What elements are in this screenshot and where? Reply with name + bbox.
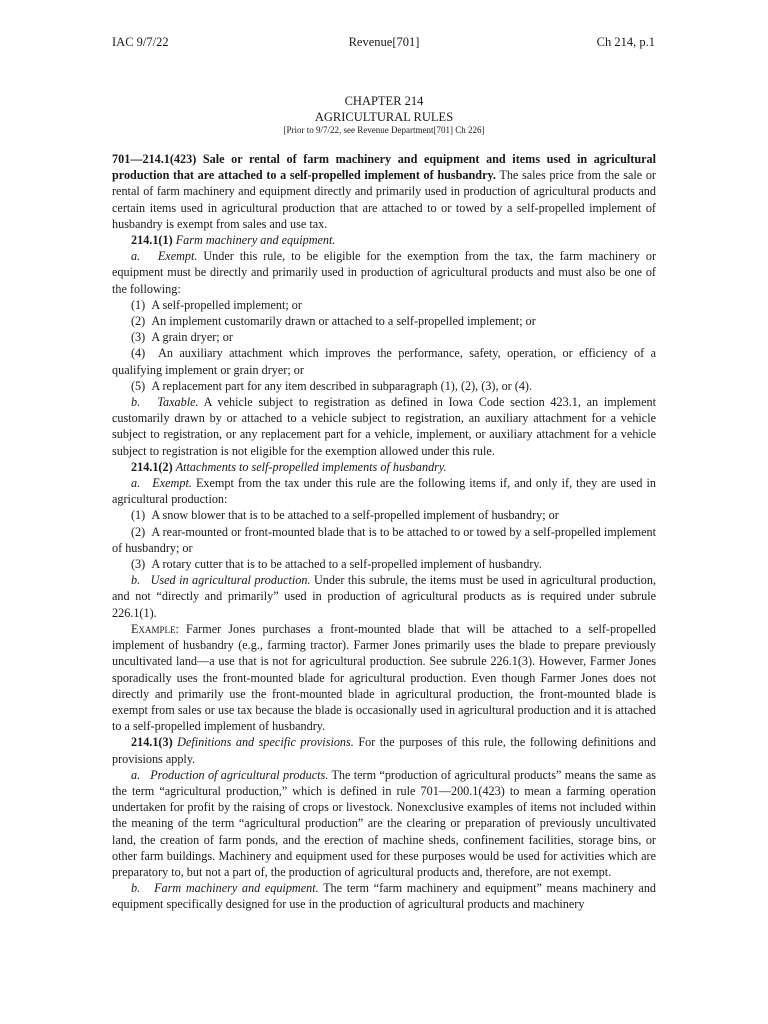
example-label: Example: — [131, 621, 179, 636]
paragraph-term: Farm machinery and equipment. — [154, 881, 319, 896]
list-item: (3) A rotary cutter that is to be attached to a self-propelled implement of husbandry. — [131, 557, 542, 572]
rule-paragraph — [112, 151, 656, 232]
running-header-agency: Revenue[701] — [348, 35, 420, 49]
paragraph-term: Used in agricultural production. — [150, 573, 311, 588]
paragraph-text: Under this subrule, the items must be used in agricultural production, and not “directly and primarily” used in production of agricultural products as is required under subrule 226.1(1). — [112, 573, 657, 620]
example-text: Farmer Jones purchases a front-mounted blade that will be attached to a self-propelled implement of husbandry (e.g., farming tractor). Farmer Jones primarily uses the blade to prepare previously uncultivated land—a use that is not for agricultural production. See subrule 226.1(3). However, Farmer Jones sporadically uses the front-mounted blade for agricultural production. Even though Farmer Jones does not directly and primarily use the front-mounted blade in agricultural production, the front-mounted blade is exempt from sales or use tax because the blade is occasionally used in agricultural production and it is attached to a self-propelled implement of husbandry. — [112, 621, 657, 734]
rule-heading: 701—214.1(423) Sale or rental of farm machinery and equipment and items used in agricultural production that are attached to a self-propelled implement of husbandry. — [112, 152, 656, 183]
paragraph-label: a. — [131, 476, 141, 491]
subrule-title: Attachments to self-propelled implements of husbandry. — [175, 459, 447, 474]
chapter-number: CHAPTER 214 — [344, 94, 424, 108]
paragraph-label: a. — [131, 767, 141, 782]
rule-body — [112, 151, 656, 913]
paragraph-term: Exempt. — [152, 476, 192, 491]
paragraph-label: b. — [131, 395, 141, 410]
list-item: (5) A replacement part for any item described in subparagraph (1), (2), (3), or (4). — [131, 378, 533, 393]
subrule-3-heading — [112, 734, 656, 766]
chapter-prior-note: [Prior to 9/7/22, see Revenue Department[701] Ch 226] — [283, 125, 485, 135]
chapter-title: AGRICULTURAL RULES — [314, 110, 454, 124]
example-paragraph — [112, 621, 656, 734]
paragraph-2a — [112, 475, 656, 507]
list-item: (1) A snow blower that is to be attached to a self-propelled implement of husbandry; or — [131, 508, 559, 523]
paragraph-term: Production of agricultural products. — [150, 767, 329, 782]
running-header-page: Ch 214, p.1 — [596, 35, 655, 49]
list-item: (2) A rear-mounted or front-mounted blade that is to be attached to or towed by a self-propelled implement of husbandry; or — [112, 524, 656, 555]
list-item: (2) An implement customarily drawn or attached to a self-propelled implement; or — [131, 314, 536, 329]
paragraph-1b — [112, 394, 656, 459]
paragraph-text: A vehicle subject to registration as defined in Iowa Code section 423.1, an implement customarily drawn by or attached to a vehicle subject to registration, an auxiliary attachment for a vehicle subject to registration, or any replacement part for a vehicle, implement, or auxiliary attachment for a vehicle subject to registration is not eligible for the exemption allowed under this rule. — [112, 395, 657, 458]
subrule-number: 214.1(1) — [131, 233, 173, 248]
list-item: (4) An auxiliary attachment which improves the performance, safety, operation, or efficiency of a qualifying implement or grain dryer; or — [112, 346, 657, 377]
paragraph-term: Taxable. — [157, 395, 199, 410]
running-header-date: IAC 9/7/22 — [112, 35, 169, 49]
paragraph-label: a. — [131, 249, 141, 264]
paragraph-text: The term “production of agricultural products” means the same as the term “agricultural production,” which is defined in rule 701—200.1(423) to mean a farming operation undertaken for profit by the raising of crops or livestock. Nonexclusive examples of items not included within the meaning of the term “agricultural production” are the clearing or preparation of previously uncultivated land, the creation of farm ponds, and the erection of machine sheds, confinement facilities, storage bins, or other farm buildings. Machinery and equipment used for these purposes would be used for activities which are preparatory to, but not a part of, the production of agricultural products and, therefore, are not exempt. — [112, 767, 657, 879]
paragraph-text: Exempt from the tax under this rule are the following items if, and only if, they are used in agricultural production: — [112, 476, 657, 507]
subrule-number: 214.1(2) — [131, 459, 173, 474]
subrule-number: 214.1(3) — [131, 735, 173, 750]
paragraph-term: Exempt. — [157, 249, 198, 264]
list-item: (1) A self-propelled implement; or — [131, 297, 302, 312]
paragraph-label: b. — [131, 881, 141, 896]
paragraph-2b — [112, 572, 656, 621]
paragraph-3b — [112, 880, 656, 912]
subrule-intro: For the purposes of this rule, the following definitions and provisions apply. — [112, 735, 656, 766]
rule-intro: The sales price from the sale or rental of farm machinery and equipment directly and primarily used in production of agricultural products and certain items used in agricultural production that are attached to or towed by a self-propelled implement of husbandry is exempt from sales and use tax. — [112, 168, 656, 231]
subrule-title: Farm machinery and equipment. — [175, 233, 336, 248]
subrule-2-heading — [112, 459, 656, 475]
list-item: (3) A grain dryer; or — [131, 330, 233, 345]
paragraph-3a — [112, 767, 656, 880]
paragraph-text: The term “farm machinery and equipment” means machinery and equipment specifically designed for use in the production of agricultural products and machinery — [112, 881, 657, 912]
paragraph-1a — [112, 248, 656, 297]
subrule-title: Definitions and specific provisions. — [177, 735, 354, 750]
paragraph-text: Under this rule, to be eligible for the exemption from the tax, the farm machinery or equipment must be directly and primarily used in production of agricultural products and must also be one of the following: — [112, 249, 657, 296]
paragraph-label: b. — [131, 573, 141, 588]
subrule-1-heading — [112, 232, 656, 248]
